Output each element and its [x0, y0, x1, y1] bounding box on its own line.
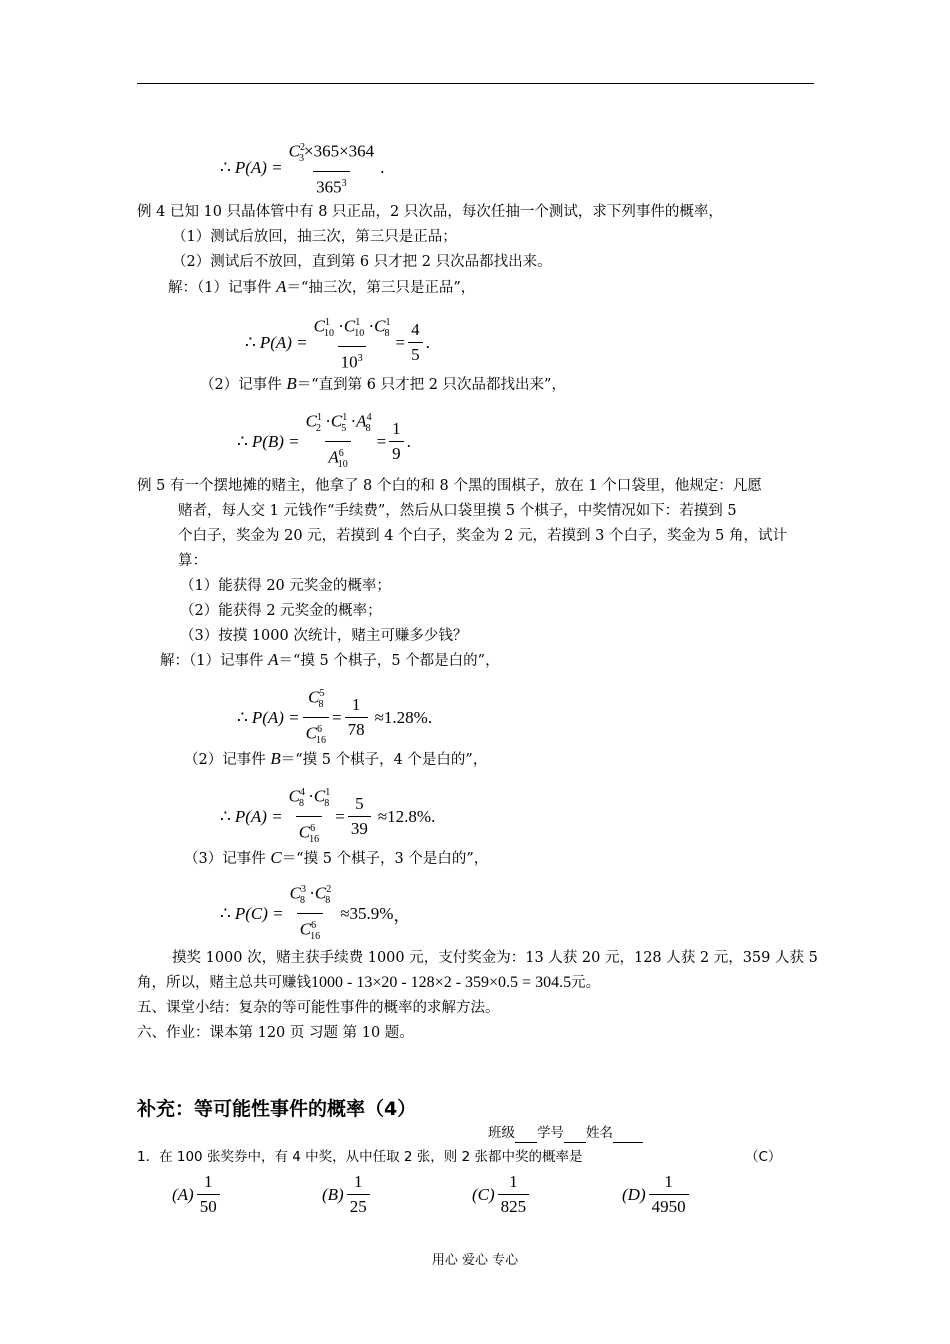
fraction: $\frac{C^2_3\times 365\times 364}{365^3}$ — [288, 141, 375, 197]
id-blank[interactable] — [564, 1128, 586, 1143]
example-5-q1: （1）能获得 20 元奖金的概率； — [180, 578, 391, 594]
equation-3: ∴ P(B) = $\frac{C^1_2 \cdot C^1_5 \cdot A^4_8}{A^6_{10}}$ = $\frac{1}{9}$ . — [237, 408, 411, 475]
example-5-q2: （2）能获得 2 元奖金的概率； — [180, 603, 382, 619]
question-1-answer: （C） — [745, 1149, 782, 1165]
equation-1: ∴ P(A) = $\frac{C^2_3\times 365\times 364}{365^3}$ . — [220, 138, 384, 198]
example-5-line-3: 个白子，奖金为 20 元，若摸到 4 个白子，奖金为 2 元，若摸到 3 个白子，奖金为 5 角，试计 — [178, 528, 787, 544]
equation-6: ∴ P(C) = $\frac{C^3_8 \cdot C^2_8}{C^6_{16}}$ ≈35.9% ， — [220, 880, 410, 947]
example-4-solution-2: （2）记事件 B＝“直到第 6 只才把 2 只次品都找出来”， — [200, 374, 566, 393]
example-5-solution-3: （3）记事件 C＝“摸 5 个棋子，3 个是白的”， — [184, 848, 489, 867]
option-c: (C) $\frac{1}{825}$ — [472, 1172, 532, 1217]
equation-2: ∴ P(A) = $\frac{C^1_{10} \cdot C^1_{10} \cdot C^1_8}{10^3}$ = $\frac{4}{5}$ . — [245, 316, 430, 372]
supplement-title: 补充：等可能性事件的概率（4） — [137, 1098, 417, 1120]
equation-5: ∴ P(A) = $\frac{C^4_8 \cdot C^1_8}{C^6_{16}}$ = $\frac{5}{39}$ ≈12.8% . — [220, 783, 435, 850]
example-5-solution-2: （2）记事件 B＝“摸 5 个棋子，4 个是白的”， — [184, 749, 488, 768]
supplement-question-1: 1．在 100 张奖券中，有 4 中奖，从中任取 2 张，则 2 张都中奖的概率是 — [137, 1149, 583, 1165]
class-summary: 五、课堂小结：复杂的等可能性事件的概率的求解方法。 — [137, 1000, 500, 1016]
example-4-q2: （2）测试后不放回，直到第 6 只才把 2 只次品都找出来。 — [172, 254, 552, 270]
class-blank[interactable] — [515, 1128, 537, 1143]
example-5-conclusion-1: 摸奖 1000 次，赌主获手续费 1000 元，支付奖金为：13 人获 20 元，128 人获 2 元，359 人获 5 — [172, 950, 818, 966]
student-info-fields: 班级 学号 姓名 — [488, 1123, 643, 1143]
homework: 六、作业：课本第 120 页 习题 第 10 题。 — [137, 1025, 414, 1041]
option-a: (A) $\frac{1}{50}$ — [172, 1172, 223, 1217]
example-5-title: 例 5 有一个摆地摊的赌主，他拿了 8 个白的和 8 个黑的围棋子，放在 1 个口袋里，他规定：凡愿 — [137, 478, 762, 494]
page-footer: 用心 爱心 专心 — [431, 1253, 519, 1268]
example-5-solution-1: 解：（1）记事件 A＝“摸 5 个棋子，5 个都是白的”， — [160, 650, 500, 669]
equation-4: ∴ P(A) = $\frac{C^5_8}{C^6_{16}}$ = $\frac{1}{78}$ ≈1.28% . — [237, 684, 432, 751]
header-rule — [137, 83, 814, 84]
option-b: (B) $\frac{1}{25}$ — [322, 1172, 373, 1217]
example-4-solution-1: 解：（1）记事件 A＝“抽三次，第三只是正品”， — [168, 277, 476, 296]
example-5-conclusion-2: 角，所以，赌主总共可赚钱1000 - 13×20 - 128×2 - 359×0.5 = 304.5元。 — [137, 974, 601, 991]
example-4-title: 例 4 已知 10 只晶体管中有 8 只正品，2 只次品，每次任抽一个测试，求下列事件的概率， — [137, 204, 723, 220]
example-5-q3: （3）按摸 1000 次统计，赌主可赚多少钱？ — [180, 628, 468, 644]
example-5-line-4: 算： — [178, 553, 207, 569]
example-5-line-2: 赌者，每人交 1 元钱作“手续费”，然后从口袋里摸 5 个棋子，中奖情况如下：若摸到 5 — [178, 503, 737, 519]
name-blank[interactable] — [613, 1128, 643, 1143]
option-d: (D) $\frac{1}{4950}$ — [622, 1172, 692, 1217]
example-4-q1: （1）测试后放回，抽三次，第三只是正品； — [172, 229, 457, 245]
